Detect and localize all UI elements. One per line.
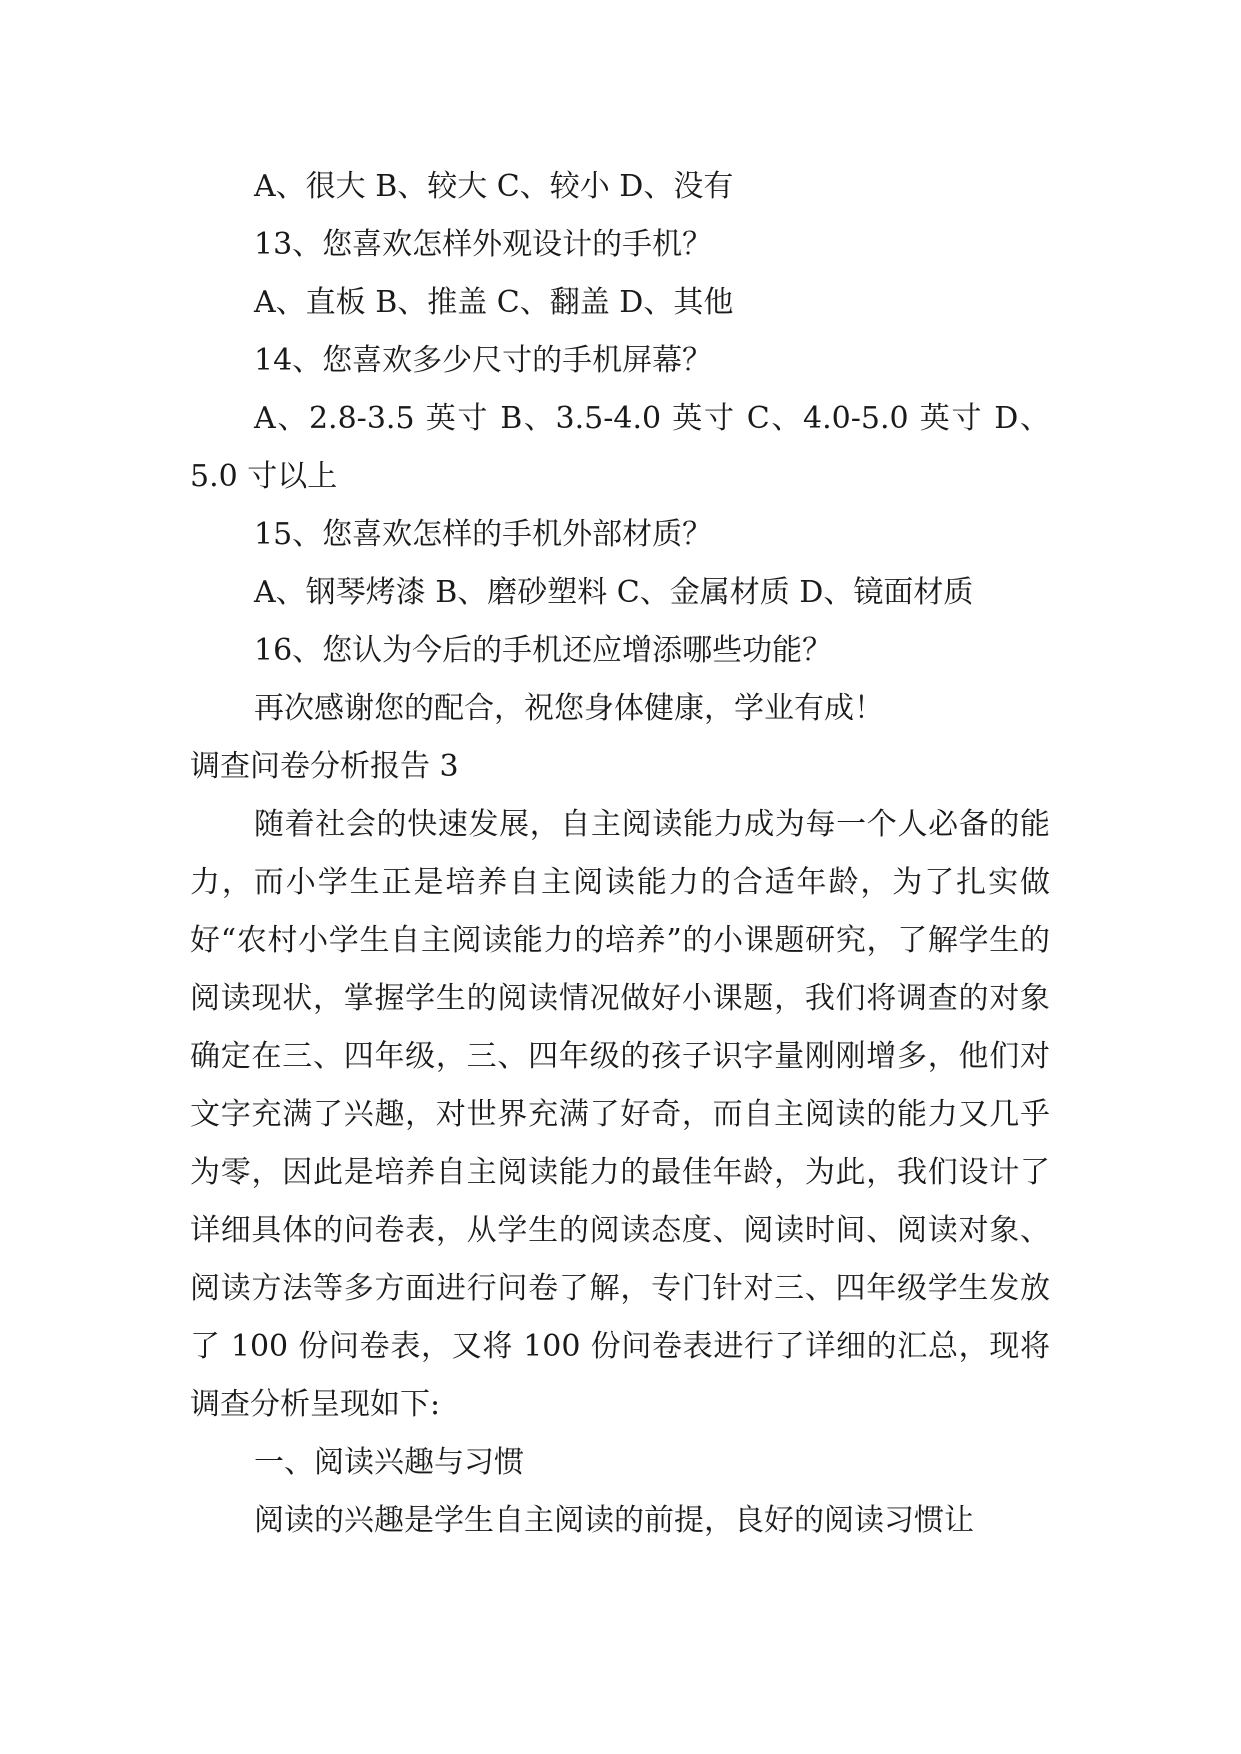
q15-options: A、钢琴烤漆 B、磨砂塑料 C、金属材质 D、镜面材质 xyxy=(254,575,974,610)
q14-options: A、2.8-3.5 英寸 B、3.5-4.0 英寸 C、4.0-5.0 英寸 D、5.0 寸以上 xyxy=(190,401,1050,494)
document-body xyxy=(190,158,1050,1550)
section-heading: 一、阅读兴趣与习惯 xyxy=(254,1445,524,1480)
question-14: 14、您喜欢多少尺寸的手机屏幕？ xyxy=(254,343,713,378)
thanks-line: 再次感谢您的配合，祝您身体健康，学业有成！ xyxy=(254,691,884,726)
last-paragraph: 阅读的兴趣是学生自主阅读的前提，良好的阅读习惯让 xyxy=(254,1503,974,1538)
intro-paragraph: 随着社会的快速发展，自主阅读能力成为每一个人必备的能力，而小学生正是培养自主阅读能力的合适年龄，为了扎实做好“农村小学生自主阅读能力的培养”的小课题研究，了解学生的阅读现状，掌握学生的阅读情况做好小课题，我们将调查的对象确定在三、四年级，三、四年级的孩子识字量刚刚增多，他们对文字充满了兴趣，对世界充满了好奇，而自主阅读的能力又几乎为零，因此是培养自主阅读能力的最佳年龄，为此，我们设计了详细具体的问卷表，从学生的阅读态度、阅读时间、阅读对象、阅读方法等多方面进行问卷了解，专门针对三、四年级学生发放了 100 份问卷表，又将 100 份问卷表进行了详细的汇总，现将调查分析呈现如下: xyxy=(190,807,1050,1422)
question-13: 13、您喜欢怎样外观设计的手机？ xyxy=(254,227,713,262)
question-15: 15、您喜欢怎样的手机外部材质？ xyxy=(254,517,713,552)
q12-options: A、很大 B、较大 C、较小 D、没有 xyxy=(254,169,734,204)
question-16: 16、您认为今后的手机还应增添哪些功能？ xyxy=(254,633,833,668)
q13-options: A、直板 B、推盖 C、翻盖 D、其他 xyxy=(254,285,734,320)
report-title: 调查问卷分析报告 3 xyxy=(190,749,459,784)
